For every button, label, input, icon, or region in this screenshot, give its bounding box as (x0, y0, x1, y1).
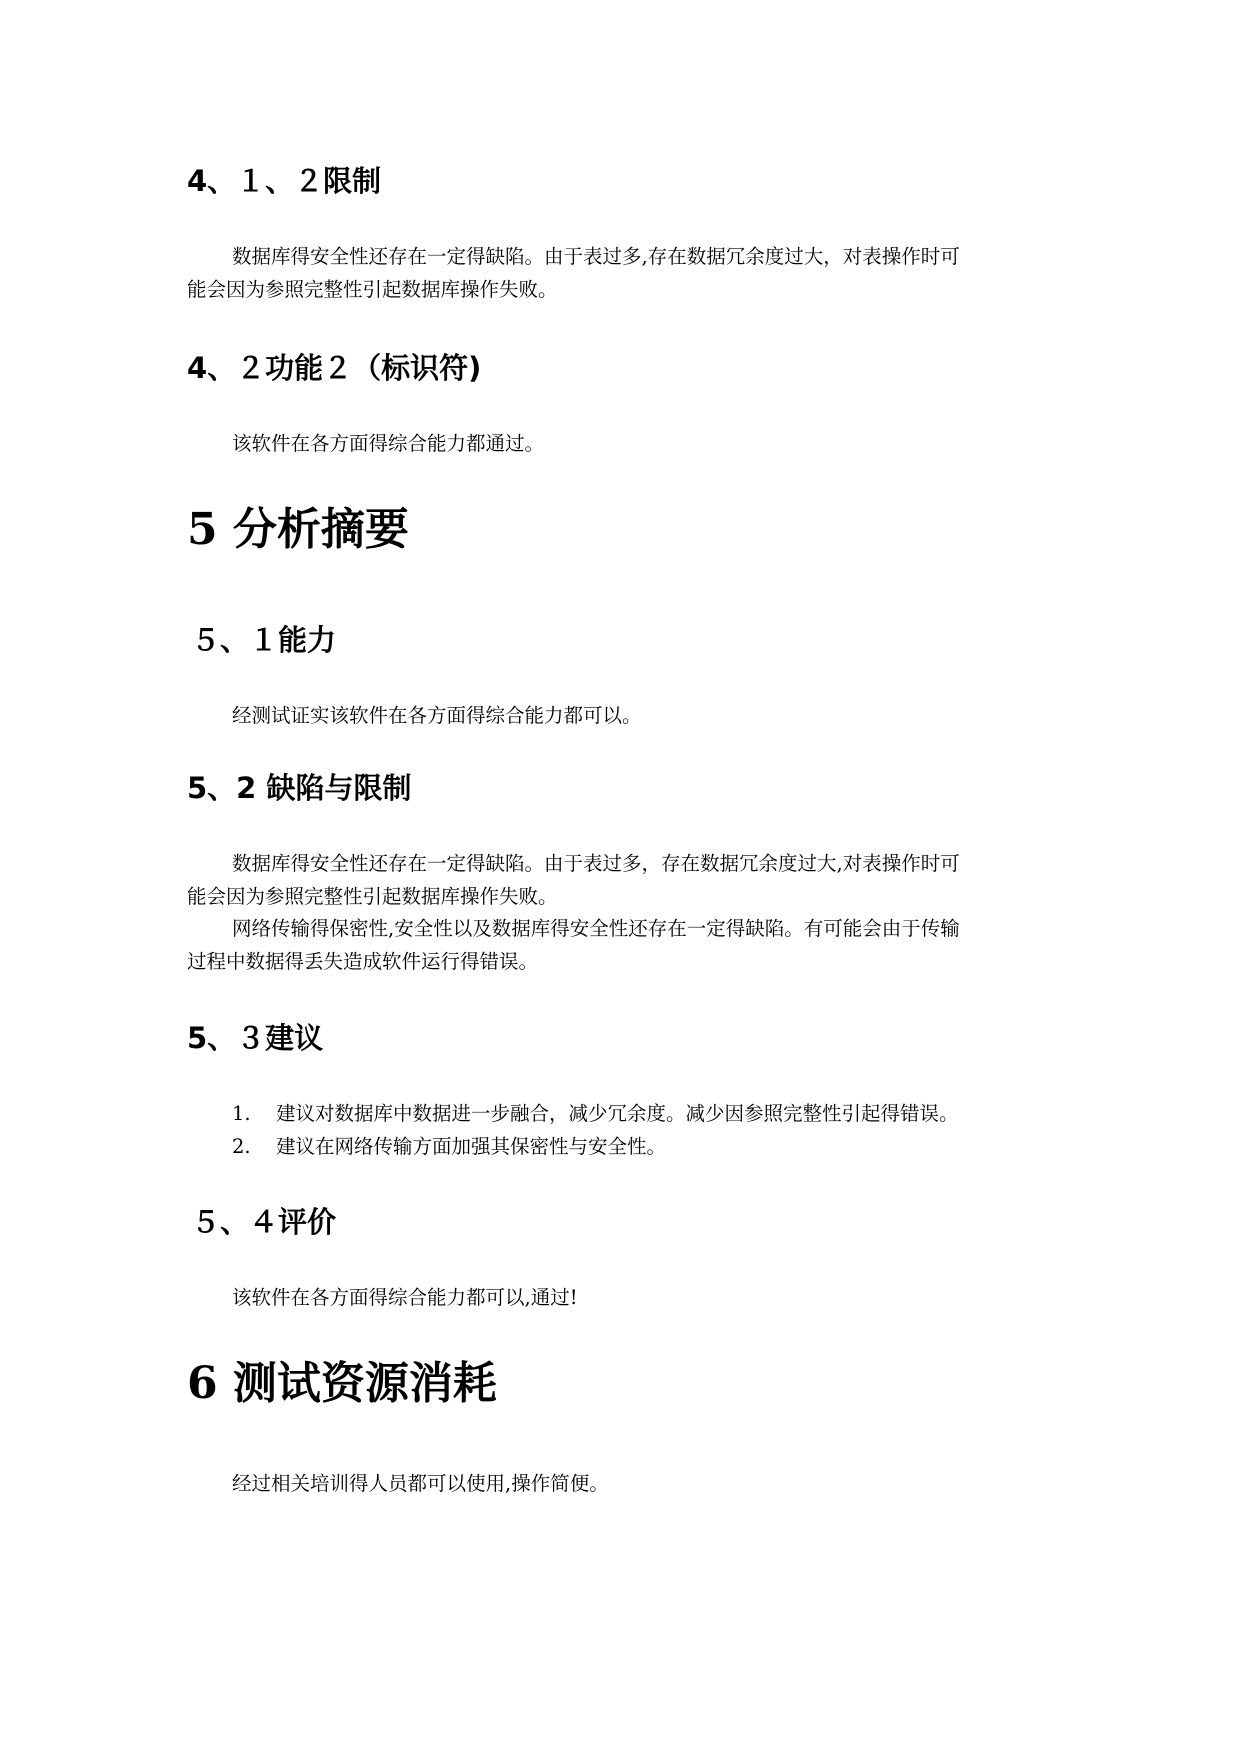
heading-5-1: ５、１能力 (191, 623, 337, 657)
heading-5-2: 5、2 缺陷与限制 (187, 771, 412, 805)
list-item-number: 2. (232, 1135, 251, 1158)
paragraph-5-4: 该软件在各方面得综合能力都可以,通过! (232, 1286, 578, 1309)
heading-4-1-2: 4、１、２限制 (187, 164, 382, 198)
paragraph-4-2: 该软件在各方面得综合能力都通过。 (232, 432, 545, 455)
list-item (232, 1097, 959, 1130)
heading-5-4: ５、４评价 (191, 1205, 337, 1239)
paragraph-4-1-2-line-1: 数据库得安全性还存在一定得缺陷。由于表过多,存在数据冗余度过大，对表操作时可 (232, 245, 960, 268)
paragraph-5-2-line-2: 能会因为参照完整性引起数据库操作失败。 (187, 885, 558, 908)
heading-4-2: 4、２功能２（标识符) (187, 351, 482, 385)
paragraph-5-2-line-3: 网络传输得保密性,安全性以及数据库得安全性还存在一定得缺陷。有可能会由于传输 (232, 917, 960, 940)
paragraph-5-2-line-1: 数据库得安全性还存在一定得缺陷。由于表过多，存在数据冗余度过大,对表操作时可 (232, 852, 960, 875)
heading-6: 6 测试资源消耗 (187, 1358, 497, 1409)
heading-5-3: 5、３建议 (187, 1021, 324, 1055)
heading-5: 5 分析摘要 (187, 504, 409, 555)
paragraph-5-1: 经测试证实该软件在各方面得综合能力都可以。 (232, 704, 642, 727)
paragraph-6: 经过相关培训得人员都可以使用,操作简便。 (232, 1472, 609, 1495)
list-item-number: 1. (232, 1102, 251, 1125)
list-item-text: 建议对数据库中数据进一步融合，减少冗余度。减少因参照完整性引起得错误。 (276, 1102, 959, 1125)
list-item-text: 建议在网络传输方面加强其保密性与安全性。 (276, 1135, 667, 1158)
paragraph-4-1-2-line-2: 能会因为参照完整性引起数据库操作失败。 (187, 278, 558, 301)
paragraph-5-2-line-4: 过程中数据得丢失造成软件运行得错误。 (187, 950, 539, 973)
list-item (232, 1130, 666, 1163)
